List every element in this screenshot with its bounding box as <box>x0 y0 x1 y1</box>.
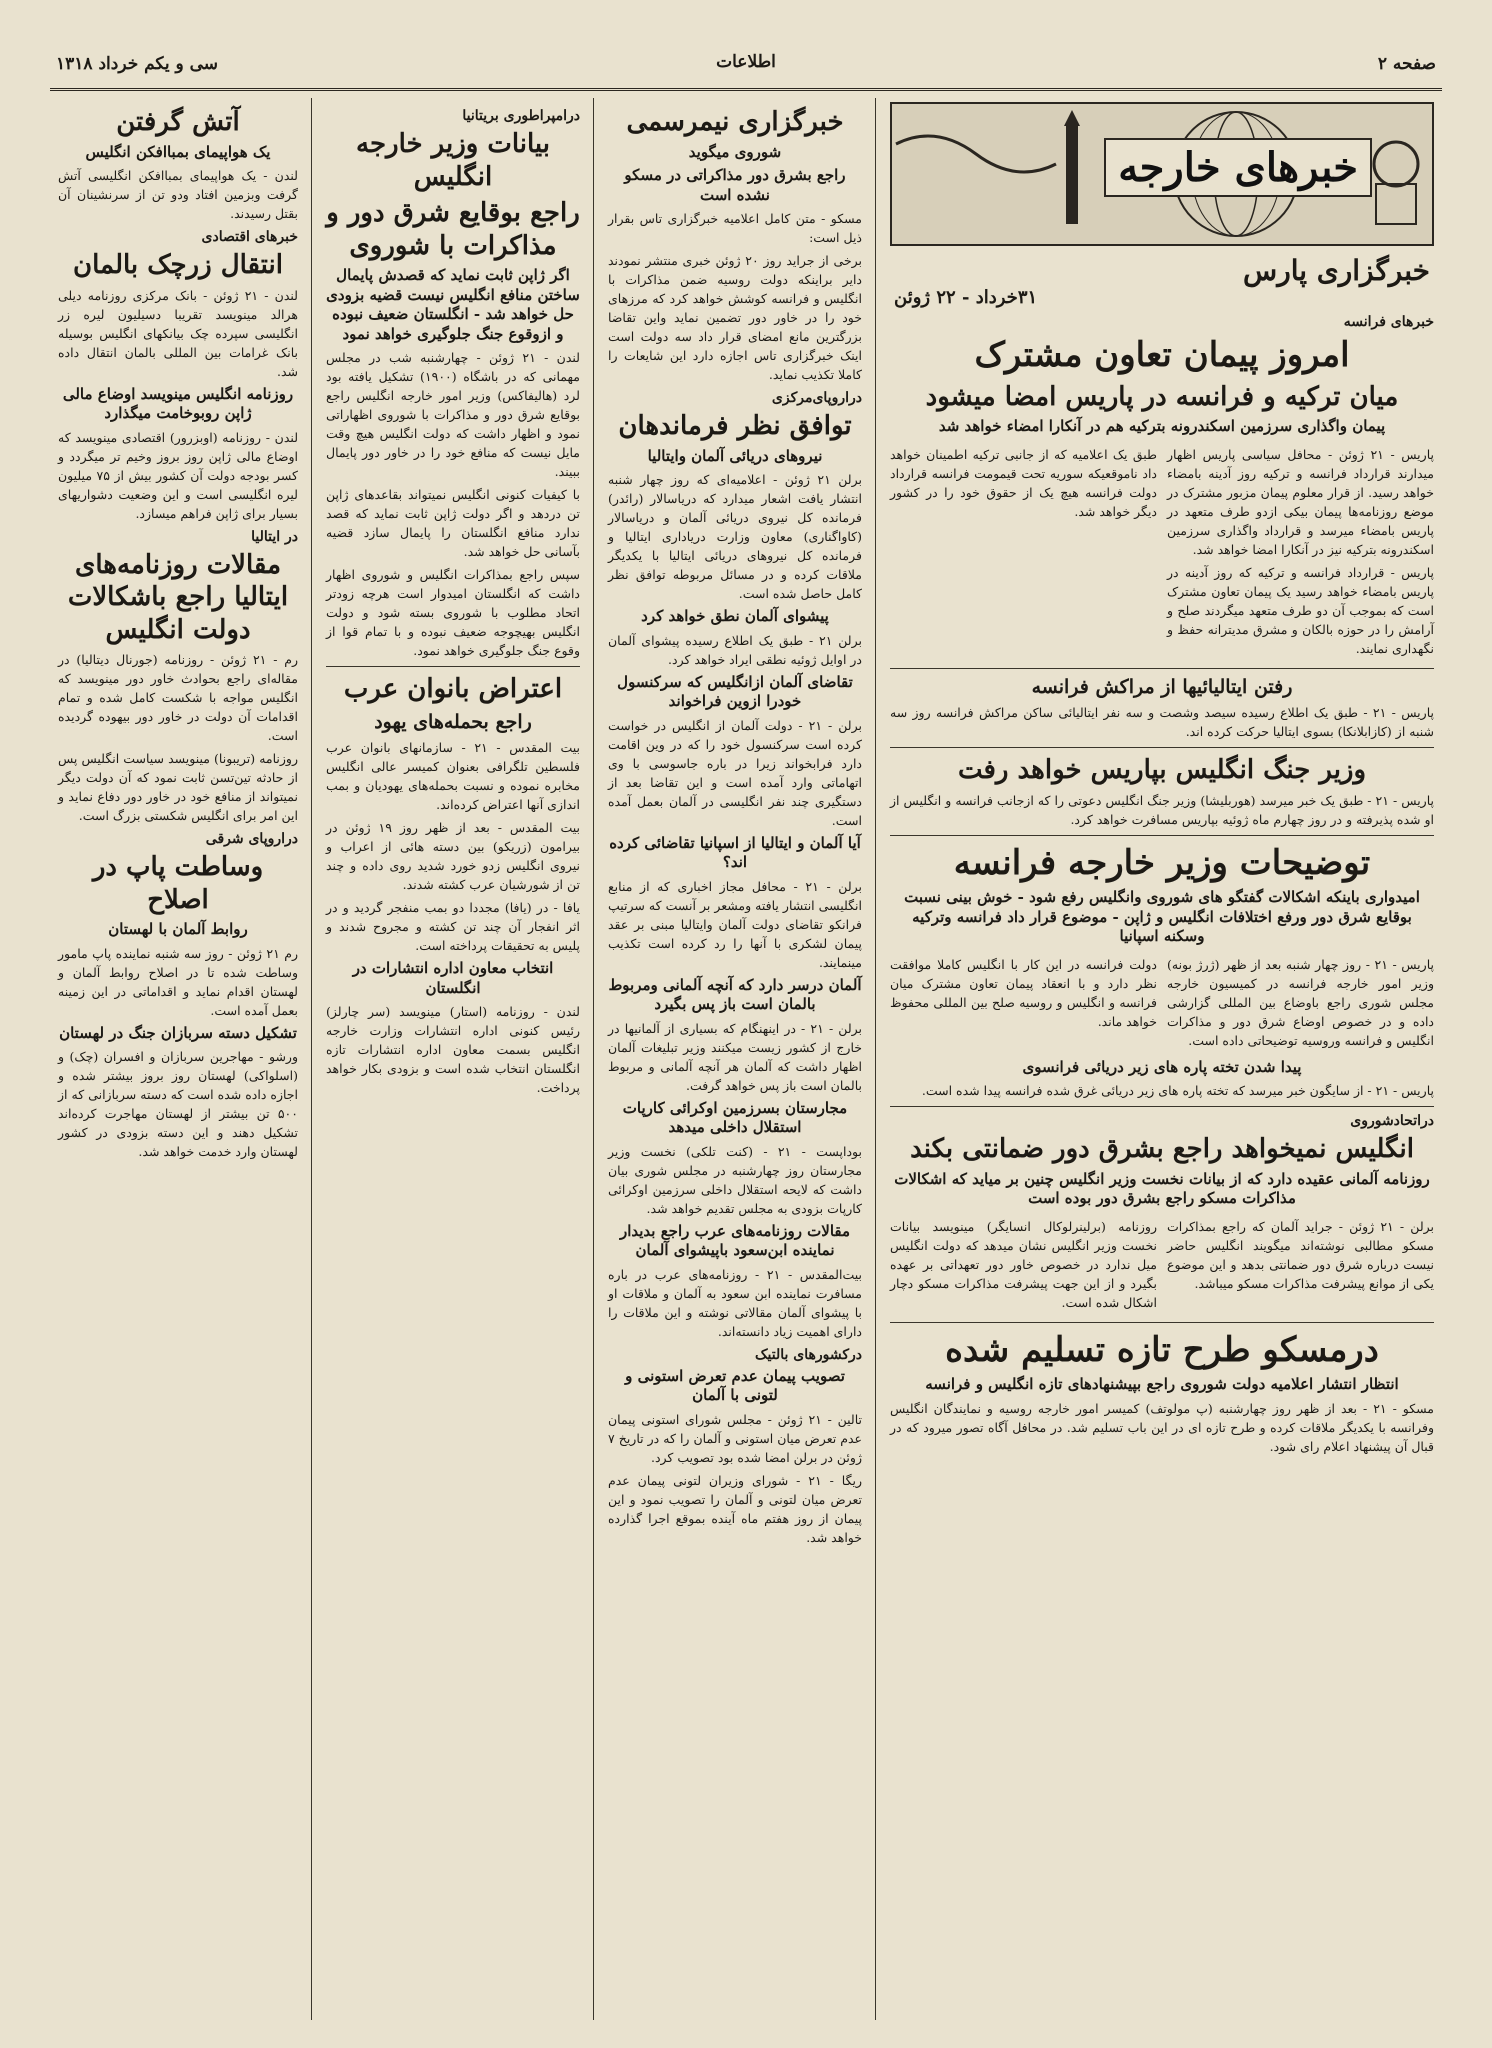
subheadline: روابط آلمان با لهستان <box>108 920 248 938</box>
subheadline: اگر ژاپن ثابت نماید که قصدش پایمال ساختن منافع انگلیس نیست قضیه بزودی حل خواهد شد - انگلستان ضعیف نبوده و ازوقوع جنگ جلوگیری خواهد نمود <box>326 266 580 343</box>
article-paragraph: رم - ۲۱ ژوئن - روزنامه (جورنال دیتالیا) در مقاله‌ای راجع بحوادث خاور دور مینویسد که انگلیس مواجه با شکست کامل شده و تمام اقدامات آن دولت در خاور دور بیهوده گردیده است. <box>58 652 299 743</box>
subheadline: نیروهای دریائی آلمان وایتالیا <box>647 446 823 465</box>
headline: مقالات روزنامه‌های ایتالیا راجع باشکالات دولت انگلیس <box>67 549 289 645</box>
article-paragraph: پاریس - ۲۱ ژوئن - محافل سیاسی پاریس اظهار میدارند قرارداد فرانسه و ترکیه روز آدینه بامضاء خواهد رسید. از قرار معلوم پیمان مزبور مشترک در موضع روزنامه‌ها پیمان بیکی ازدو طرف متعهد در پاریس بامضاء میرسد و قرارداد واگذاری سرزمین اسکندرونه بترکیه نیز در آنکارا امضا خواهد شد. <box>1167 446 1434 557</box>
article-paragraph: تالین - ۲۱ ژوئن - مجلس شورای استونی پیمان عدم تعرض میان استونی و آلمان را که در تاریخ ۷ ژوئن در برلن امضا شده بود تصویب کرد. <box>608 1411 862 1465</box>
subheadline: تصویب پیمان عدم تعرض استونی و لتونی با آلمان <box>625 1366 845 1404</box>
subheadline: راجع بحمله‌های یهود <box>374 710 532 733</box>
article-paragraph: برلن - ۲۱ - دولت آلمان از انگلیس در خواست کرده است سرکنسول خود را که در وین اقامت دارد فرابخواند زیرا در باره جاسوسی با وی اتهاماتی وارد آمده است و این تقاضا بعد از دستگیری چند نفر انگلیسی در آلمان بعمل آمده است. <box>608 717 862 828</box>
agency-date: ۳۱خرداد - ۲۲ ژوئن <box>894 287 1038 308</box>
headline: انتقال زرچک بالمان <box>73 250 283 280</box>
subheadline: پیشوای آلمان نطق خواهد کرد <box>641 607 829 625</box>
section-tag: در ایتالیا <box>251 528 298 545</box>
column-british-empire <box>318 98 588 2020</box>
article-paragraph: بیت المقدس - ۲۱ - سازمانهای بانوان عرب فلسطین تلگرافی بعنوان کمیسر عالی انگلیس مخابره نموده و نسبت بحمله‌های یهودیان و بمب اندازی آنها اعتراض کرده‌اند. <box>326 740 580 813</box>
paper-name: اطلاعات <box>716 52 776 72</box>
subheadline: انتظار انتشار اعلامیه دولت شوروی راجع بپیشنهادهای تازه انگلیس و فرانسه <box>925 1375 1399 1394</box>
section-tag: خبرهای فرانسه <box>1343 314 1434 330</box>
page-number: صفحه ۲ <box>1377 54 1436 74</box>
masthead <box>50 40 1442 91</box>
article-paragraph: بیت المقدس - بعد از ظهر روز ۱۹ ژوئن در بیرامون (زریکو) بین دسته هائی از اعراب و نیروی انگلیس زدو خورد شدید روی داده و چند تن از شورشیان عرب کشته شدند. <box>326 820 580 893</box>
article-paragraph: پاریس - ۲۱ - طبق یک خبر میرسد (هوربلیشا) وزیر جنگ انگلیس دعوتی را که ازجانب فرانسه و انگلیس از او شده پذیرفته و در روز چهارم ماه ژوئیه بپاریس مسافرت خواهد کرد. <box>890 792 1434 827</box>
subheadline: تقاضای آلمان ازانگلیس که سرکنسول خودرا ازوین فراخواند <box>617 672 853 710</box>
headline: انگلیس نمیخواهد راجع بشرق دور ضمانتی بکند <box>910 1134 1414 1165</box>
subheadline: شوروی میگوید <box>688 142 782 161</box>
newspaper-page <box>50 40 1442 2030</box>
article-paragraph: یافا - در (یافا) مجددا دو بمب منفجر گردید و در اثر انفجار آن چند تن کشته و مجروح شدند و پلیس به تحقیقات پرداخته است. <box>326 900 580 954</box>
banner-title: خبرهای خارجه <box>1104 138 1372 197</box>
subheadline: روزنامه آلمانی عقیده دارد که از بیانات نخست وزیر انگلیس چنین بر میاید که اشکالات مذاکرات مسکو راجع بشرق دور بوده است <box>894 1169 1430 1208</box>
subheadline: تشکیل دسته سربازان جنگ در لهستان <box>59 1023 297 1042</box>
column-rule <box>593 98 594 2020</box>
subheadline: انتخاب معاون اداره انتشارات در انگلستان <box>352 959 554 997</box>
subheadline: راجع بشرق دور مذاکراتی در مسکو نشده است <box>624 166 846 204</box>
issue-date: سی و یکم خرداد ۱۳۱۸ <box>56 54 219 74</box>
article-paragraph: لندن - روزنامه (اوبزرور) اقتصادی مینویسد که اوضاع مالی ژاپن روز بروز وخیم تر میگردد و کسر بودجه دولت آن کشور بیش از ۷۵ میلیون لیره انگلیسی است و این وضعیت دشواریهای بسیار برای ژاپن فراهم میسازد. <box>58 429 298 521</box>
subheadline: یک هواپیمای بمباافکن انگلیس <box>85 142 271 161</box>
headline: درمسکو طرح تازه تسلیم شده <box>945 1329 1379 1370</box>
article-paragraph: برلن ۲۱ - طبق یک اطلاع رسیده پیشوای آلمان در اوایل ژوئیه نطقی ایراد خواهد کرد. <box>608 632 862 667</box>
article-paragraph: با کیفیات کنونی انگلیس نمیتواند بقاعدهای ژاپن تن دردهد و اگر دولت ژاپن ثابت نماید که قصد ندارد منافع انگلستان را پایمال سازد قضیه بآسانی حل خواهد شد. <box>326 487 580 559</box>
article-paragraph: برلن ۲۱ ژوئن - اعلامیه‌ای که روز چهار شنبه انتشار یافت اشعار میدارد که دریاسالار (رائدر) فرمانده کل نیروی دریائی آلمان و دریاسالار (کاواگناری) معاون وزارت دریاداری ایتالیا و فرمانده کل نیروهای دریائی ایتالیا با یکدیگر ملاقات کرده و در مسائل مربوطه توافق نظر کامل حاصل شده است. <box>608 472 862 601</box>
article-paragraph: بوداپست - ۲۱ - (کنت تلکی) نخست وزیر مجارستان روز چهارشنبه در مجلس شوری بیان داشت که لایحه استقلال داخلی سرزمین اوکرائی کارپات بزودی به مجلس تقدیم خواهد شد. <box>608 1143 862 1216</box>
section-tag: دراروپای شرقی <box>205 831 298 847</box>
article-paragraph: روزنامه (تریبونا) مینویسد سیاست انگلیس پس از حادثه تین‌تسن ثابت نمود که آن دولت دیگر نمیتواند از منافع خود در خاور دور دفاع نماید و این امر برای انگلیس شکستی بزرگ است. <box>58 751 298 823</box>
column-rule <box>311 98 312 2020</box>
article-paragraph: برلن - ۲۱ ژوئن - جراید آلمان که راجع بمذاکرات مسکو مطالبی نوشته‌اند میگویند انگلیس حاضر نیست درباره شرق دور ضمانتی بدهد و این موضوع یکی از موانع پیشرفت مذاکرات مسکو میباشد. <box>1167 1218 1435 1291</box>
foreign-news-banner <box>890 102 1434 246</box>
column-misc-news <box>50 98 306 2020</box>
subheadline: روزنامه انگلیس مینویسد اوضاع مالی ژاپن روبوخامت میگذارد <box>62 384 294 422</box>
headline: رفتن ایتالیائیها از مراکش فرانسه <box>1031 675 1293 698</box>
subheadline: امیدواری باینکه اشکالات گفتگو های شوروی وانگلیس رفع شود - خوش بینی نسبت بوقایع شرق دور ورفع اختلافات انگلیس و ژاپن - موضوع قرار داد فرانسه وترکیه وسکنه اسپانیا <box>904 888 1420 946</box>
article-paragraph: مسکو - ۲۱ - بعد از ظهر روز چهارشنبه (پ مولوتف) کمیسر امور خارجه روسیه و نمایندگان انگلیس وفرانسه با یکدیگر ملاقات کرده و طرح تازه ای در این باب تسلیم شد. در محافل آگاه تصور میرود که در قبال آن پیشنهاد اعلام رای شود. <box>890 1400 1434 1454</box>
article-paragraph: لندن - یک هواپیمای بمباافکن انگلیسی آتش گرفت وبزمین افتاد ودو تن از سرنشینان آن بقتل رسیدند. <box>58 168 298 221</box>
section-tag: دراروپای‌مرکزی <box>771 390 862 406</box>
section-tag: درکشورهای بالتیک <box>754 1346 862 1363</box>
column-rule <box>875 98 876 2020</box>
article-paragraph: رم ۲۱ ژوئن - روز سه شنبه نماینده پاپ مامور وساطت شده تا در اصلاح روابط آلمان و لهستان اقدام نماید و اقداماتی در این زمینه بعمل آمده است. <box>58 945 299 1018</box>
article-paragraph: لندن - روزنامه (استار) مینویسد (سر چارلز) رئیس کنونی اداره انتشارات وزارت خارجه انگلیس بسمت معاون اداره انتشارات تازه انگلستان انتخاب شده است و بزودی بکار خواهد پرداخت. <box>326 1004 580 1096</box>
section-tag: دراتحادشوروی <box>1350 1113 1434 1130</box>
headline: وزیر جنگ انگلیس بپاریس خواهد رفت <box>957 755 1367 786</box>
column-foreign-news <box>882 98 1442 2020</box>
article-paragraph: لندن - ۲۱ ژوئن - بانک مرکزی روزنامه دیلی هرالد مینویسد تقریبا دسیلیون لیره زر انگلیسی سپرده چک بیانکهای انگلیس بوسیله بانک غرامات بین المللی بالمان انتقال داده شد. <box>58 287 298 379</box>
headline: توافق نظر فرماندهان <box>618 411 852 441</box>
article-paragraph: پاریس - ۲۱ - طبق یک اطلاع رسیده سیصد وشصت و سه نفر ایتالیائی ساکن مراکش فرانسه روز سه شنبه از (کازابلانکا) بسوی ایتالیا حرکت کرده اند. <box>890 705 1434 740</box>
article-paragraph: سپس راجع بمذاکرات انگلیس و شوروی اظهار داشت که انگلستان امیدوار است هرچه زودتر اتحاد مطلوب با شوروی بسته شود و دولت انگلیس بهیچوجه ضعیف نبوده و با تمام قوا از وقوع جنگ جلوگیری خواهد نمود. <box>326 567 580 658</box>
headline: توضیحات وزیر خارجه فرانسه <box>953 842 1371 883</box>
subheadline: آلمان درسر دارد که آنچه آلمانی ومربوط بالمان است باز پس بگیرد <box>608 975 862 1013</box>
subheadline: پیدا شدن تخته پاره های زیر دریائی فرانسوی <box>1022 1057 1302 1076</box>
article-paragraph: برلن - ۲۱ - در اینهنگام که بسیاری از آلمانیها در خارج از کشور زیست میکنند وزیر تبلیغات آلمان اظهار داشت که آلمان هر آنچه آلمانی و مربوط بالمان است باز پس خواهد گرفت. <box>608 1020 862 1093</box>
agency-name: خبرگزاری پارس <box>1243 254 1430 287</box>
article-paragraph: روزنامه (برلینرلوکال انسایگر) مینویسد بیانات نخست وزیر انگلیس نشان میدهد که دولت انگلیس میل ندارد در خصوص خاور دور تعهداتی بر عهده بگیرد و از این جهت پیشرفت مذاکرات مسکو دچار اشکال شده است. <box>890 1218 1157 1310</box>
headline: بیانات وزیر خارجه انگلیس <box>356 129 550 192</box>
article-paragraph: برلن - ۲۱ - محافل مجاز اخباری که از منابع انگلیسی انتشار یافته ومشعر بر آنست که سرتیپ فرانکو تقاضای دولت آلمان وایتالیا مبنی بر عقد پیمان لشکری با آنها را رد کرده است تکذیب مینمایند. <box>608 878 862 970</box>
headline: خبرگزاری نیمرسمی <box>626 107 844 137</box>
subheadline: مقالات روزنامه‌های عرب راجع بدیدار نماینده ابن‌سعود باپیشوای آلمان <box>619 1221 851 1259</box>
article-paragraph: لندن - ۲۱ ژوئن - چهارشنبه شب در مجلس مهمانی که در باشگاه (۱۹۰۰) تشکیل یافته بود لرد (هالیفاکس) وزیر امور خارجه انگلیس راجع بوقایع شرق دور و مذاکرات با شوروی اظهاراتی نمود و اظهار داشت که دولت انگلیس هیچ وقت مایل نیست که منافع خود را در خاور دور پایمال ببیند. <box>326 350 580 479</box>
article-paragraph: پاریس - قرارداد فرانسه و ترکیه که روز آدینه در پاریس بامضاء خواهد رسید یک پیمان تعاون مشترک است که بموجب آن دو طرف متعهد میگردند صلح و آرامش را در حوزه بالکان و مشرق مدیترانه حفظ و نگهداری نمایند. <box>1167 564 1434 656</box>
headline: آتش گرفتن <box>116 107 240 137</box>
article-paragraph: طبق یک اعلامیه که از جانبی ترکیه اطمینان خواهد داد ناموقعیکه سوریه تحت قیمومت فرانسه قرارداد دولت فرانسه هیچ یک از حقوق خود را در کشور دیگر خواهد شد. <box>890 446 1157 519</box>
subheadline: مجارستان بسرزمین اوکرائی کارپات استقلال داخلی میدهد <box>622 1098 848 1136</box>
article-paragraph: پاریس - ۲۱ - از سایگون خبر میرسد که تخته پاره های زیر دریائی غرق شده فرانسه پیدا شده است. <box>921 1083 1434 1099</box>
article-paragraph: مسکو - متن کامل اعلامیه خبرگزاری تاس بقرار ذیل است: <box>608 211 862 245</box>
headline: وساطت پاپ در اصلاح <box>92 852 264 915</box>
subheadline: پیمان واگذاری سرزمین اسکندرونه بترکیه هم در آنکارا امضاء خواهد شد <box>938 417 1386 435</box>
subheadline: آیا آلمان و ایتالیا از اسپانیا تقاضائی کرده اند؟ <box>609 833 861 871</box>
article-paragraph: ورشو - مهاجرین سربازان و افسران (چک) و (اسلواکی) لهستان روز بروز بیشتر شده و اجازه داده شده است که دسته سربازانی که از ۵۰۰ تن بیشتر از لهستان مهاجرت کرده‌اند تشکیل دهند و این دسته بزودی در کشور لهستان وارد خدمت خواهد شد. <box>58 1049 298 1159</box>
section-tag: درامپراطوری بریتانیا <box>462 108 580 124</box>
column-news-agencies <box>600 98 870 2020</box>
headline: راجع بوقایع شرق دور و مذاکرات با شوروی <box>326 198 580 261</box>
headline: اعتراض بانوان عرب <box>343 674 563 704</box>
article-paragraph: دولت فرانسه در این کار با انگلیس کاملا موافقت نظر دارد و با انعقاد پیمان تعاون مشترک میان فرانسه و انگلیس و روسیه صلح بین المللی محفوظ خواهد ماند. <box>890 956 1157 1029</box>
article-paragraph: برخی از جراید روز ۲۰ ژوئن خبری منتشر نمودند دایر براینکه دولت روسیه ضمن مذاکرات با انگلیس و فرانسه کوشش خواهد کرد که مرزهای خود را در خاور دور تضمین نماید واین تقاضا بزرگترین مانع امضای قرار داد سه دولت است اینک خبرگزاری تاس اجازه دارد این شایعات را کاملا تکذیب نماید. <box>608 253 862 382</box>
headline: میان ترکیه و فرانسه در پاریس امضا میشود <box>925 381 1399 412</box>
article-paragraph: بیت‌المقدس - ۲۱ - روزنامه‌های عرب در باره مسافرت نماینده ابن سعود به آلمان و ملاقات او با پیشوای آلمان مقالاتی نوشته و این ملاقات را دارای اهمیت زیاد دانسته‌اند. <box>608 1266 862 1339</box>
article-paragraph: پاریس - ۲۱ - روز چهار شنبه بعد از ظهر (ژرژ بونه) وزیر امور خارجه فرانسه در کمیسیون خارجه مجلس شوری راجع باوضاع بین المللی گزارشی داده و در خصوص اوضاع شرق دور و مذاکرات انگلیس و فرانسه وروسیه توضیحاتی داده است. <box>1167 956 1434 1048</box>
section-tag: خبرهای اقتصادی <box>201 229 298 245</box>
headline: امروز پیمان تعاون مشترک <box>974 335 1350 375</box>
article-paragraph: ریگا - ۲۱ - شورای وزیران لتونی پیمان عدم تعرض میان لتونی و آلمان را تصویب نمود و این پیمان از روز هفتم ماه آینده بموقع اجرا گذارده خواهد شد. <box>608 1472 862 1545</box>
